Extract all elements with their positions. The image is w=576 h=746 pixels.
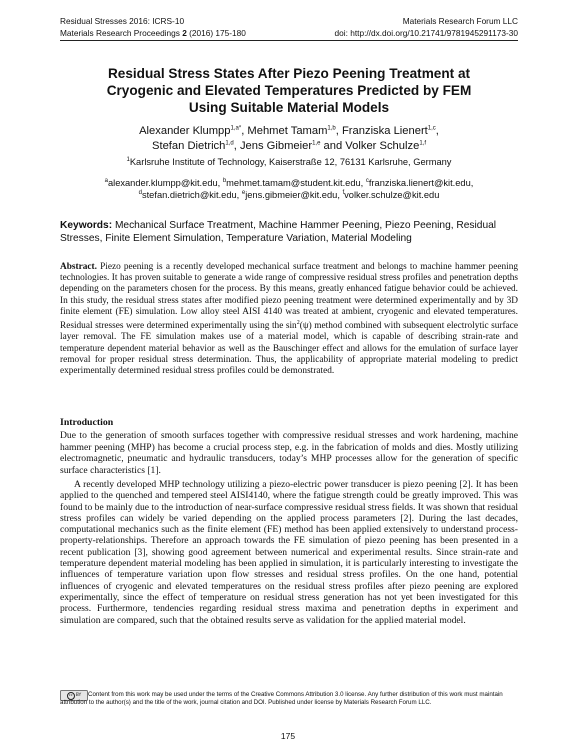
author-name: Alexander Klumpp	[139, 125, 231, 137]
title-line: Cryogenic and Elevated Temperatures Predicted by FEM	[106, 82, 472, 98]
cc-logo-icon: cc	[67, 692, 75, 700]
section-heading-introduction: Introduction	[60, 417, 114, 428]
doi-link[interactable]: doi: http://dx.doi.org/10.21741/9781945291173-30	[334, 28, 518, 38]
keywords-section	[60, 219, 518, 245]
proceedings-citation: Materials Research Proceedings 2 (2016) 175-180	[60, 28, 246, 38]
author-list: Alexander Klumpp$^{1,a*}$, Mehmet Tamam$^{1,b}$, Franziska Lienert$^{1,c}$, Stefan Dietrich$^{1,d}$, Jens Gibmeier$^{1,e}$ and Volker Schulze$^{1,f}$	[139, 125, 439, 152]
page-number: 175	[280, 731, 296, 741]
author-emails: $^a$alexander.klumpp@kit.edu, $^b$mehmet.tamam@student.kit.edu, $^c$franziska.lienert@kit.edu, $^d$stefan.dietrich@kit.edu, $^e$jens.gibmeier@kit.edu, $^f$volker.schulze@kit.edu	[104, 177, 474, 201]
header-divider	[60, 40, 518, 41]
email-link[interactable]: volker.schulze@kit.edu	[344, 190, 440, 201]
abstract-label: Abstract.	[60, 262, 97, 272]
email-link[interactable]: franziska.lienert@kit.edu	[368, 178, 471, 188]
running-header-bottom	[60, 28, 518, 38]
email-link[interactable]: stefan.dietrich@kit.edu	[141, 190, 237, 201]
license-notice: Content from this work may be used under the terms of the Creative Commons Attribution 3.0 license. Any further distribution of this work must maintain attribution to the author(s) and the title of the work, journal citation and DOI. Published under license by Materials Research Forum LLC.	[60, 691, 503, 706]
paper-title	[70, 66, 508, 116]
author-name: Volker Schulze	[345, 139, 420, 152]
author-name: Jens Gibmeier	[239, 139, 313, 152]
affiliation: $^1$Karlsruhe Institute of Technology, Kaiserstraße 12, 76131 Karlsruhe, Germany	[126, 156, 452, 167]
email-link[interactable]: mehmet.tamam@student.kit.edu	[226, 178, 361, 188]
intro-paragraph-1: Due to the generation of smooth surfaces together with compressive residual stresses and work hardening, machine hammer peening (MHP) has become a crucial process step, e.g. in the fabrication of molds and dies. Mostly utilizing electromagnetic, pneumatic and hydraulic transducers, today’s MHP processes allow for the generation of specific surface characteristics [1].	[60, 430, 518, 476]
author-name: Stefan Dietrich	[152, 139, 226, 152]
volume-number: 2	[182, 28, 187, 38]
keywords-text: Mechanical Surface Treatment, Machine Hammer Peening, Piezo Peening, Residual Stresses, Finite Element Simulation, Temperature Variation, Material Modeling	[60, 220, 497, 244]
keywords-label: Keywords:	[60, 220, 113, 231]
email-link[interactable]: alexander.klumpp@kit.edu	[107, 178, 218, 188]
email-link[interactable]: jens.gibmeier@kit.edu	[245, 190, 338, 201]
title-line: Residual Stress States After Piezo Peening Treatment at	[107, 66, 471, 81]
author-name: Franziska Lienert	[341, 125, 428, 137]
author-name: Mehmet Tamam	[247, 125, 328, 137]
abstract-section: Abstract. Piezo peening is a recently developed mechanical surface treatment and belongs to machine hammer peening technologies. It has proven suitable to generate a wide range of compressive residual stress profiles and penetration depths depending on the parameters chosen for the process. By this means, greatly enhanced fatigue behavior could be achieved. In this study, the residual stress states after modified piezo peening treatment were determined experimentally and by 3D finite element (FE) simulation. Low alloy steel AISI 4140 was treated at ambient, cryogenic and elevated temperatures. Residual stresses were determined experimentally using the $\sin^2(\psi)$ method combined with subsequent electrolytic surface layer removal. The FE simulation makes use of a material model, which is capable of describing strain-rate and temperature dependent material behavior as well as the Bauschinger effect and allows for the emulation of surface layer removal for proper residual stress determination. Thus, the applicability of appropriate material modeling to predict experimentally determined residual stress profiles could be demonstrated.	[60, 262, 519, 376]
running-header-top	[60, 16, 518, 26]
title-line: Using Suitable Material Models	[188, 99, 390, 115]
intro-paragraph-2: A recently developed MHP technology utilizing a piezo-electric power transducer is piezo peening [2]. It has been applied to the quenched and tempered steel AISI4140, where the fatigue strength could be greatly improved. This was found to be mainly due to the introduction of near-surface compressive residual stress fields. It was shown that residual stress profiles can widely be varied depending on the applied process parameters [2]. During the last decades, computational mechanics such as the finite element (FE) method has been applied extensively to understand process-property-relationships. Therefore an approach towards the FE simulation of piezo peening has been presented in a recent publication [3], showing good agreement between numerical and experimental results. Since strain-rate and temperature dependent material modeling has been applied in simulation, it is particularly interesting to investigate the influences of temperature variation upon flow stresses and residual stress profiles. On the one hand, potential influences of cryogenic and elevated temperatures on the residual stress profiles after piezo peening are explored experimentally, since the effect of temperature on residual stress generation has not yet been investigated for this process. Furthermore, tendencies regarding residual stress maxima and penetration depths in experiment and simulation are compared, such that the obtained results serve as validation for the applied material model.	[60, 479, 518, 626]
conference-name: Residual Stresses 2016: ICRS-10	[60, 16, 185, 26]
publisher-name: Materials Research Forum LLC	[402, 16, 518, 26]
cc-by-label: BY	[75, 693, 82, 698]
